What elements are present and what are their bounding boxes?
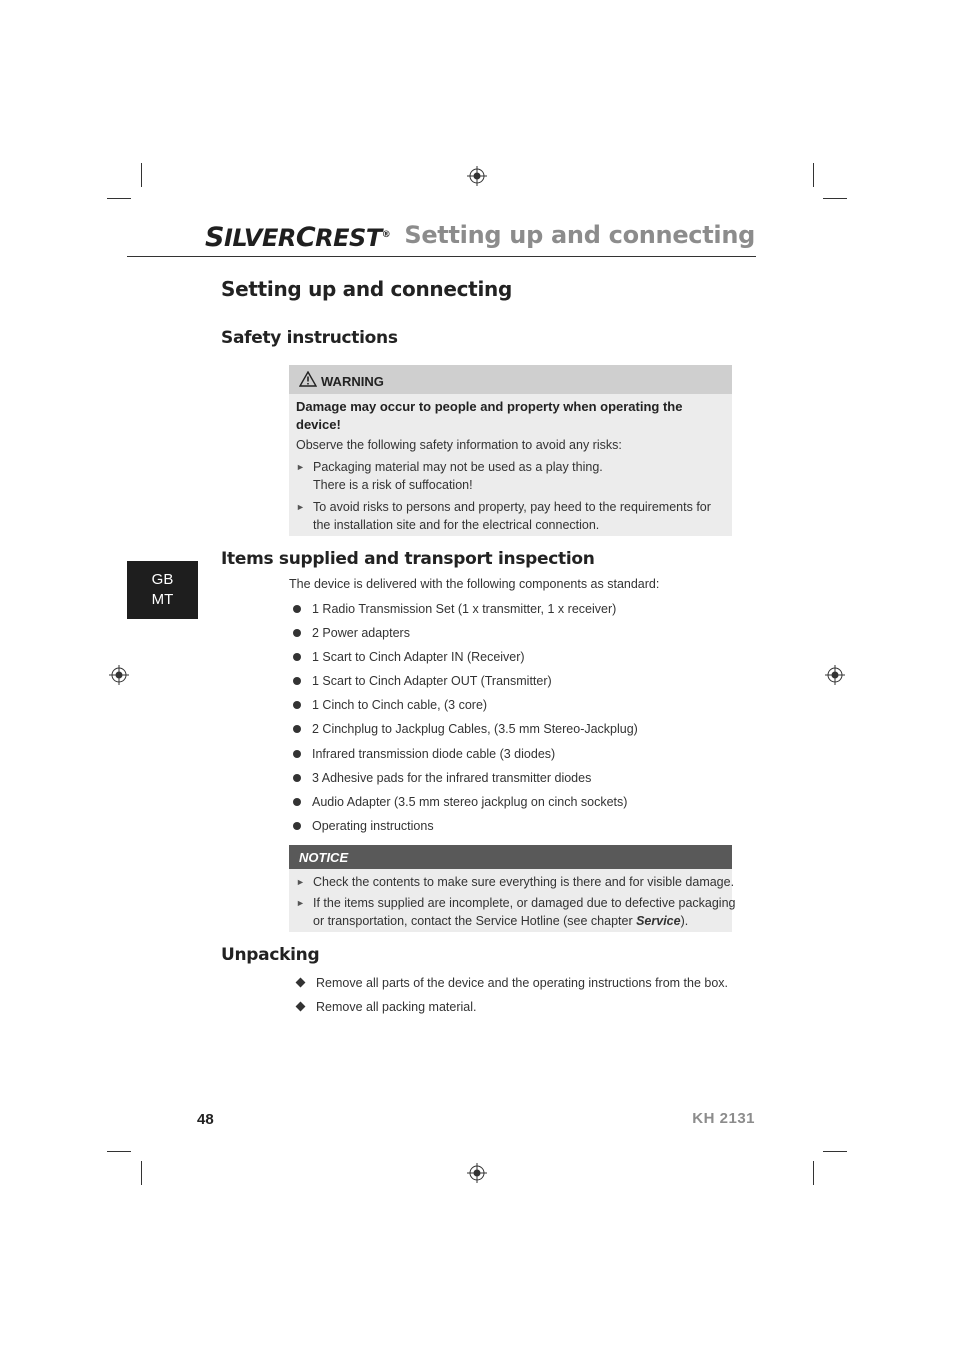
warning-box — [289, 365, 732, 536]
list-item-text: 2 Cinchplug to Jackplug Cables, (3.5 mm Stereo-Jackplug) — [312, 722, 638, 737]
bullet-icon — [293, 653, 301, 661]
list-item-text: Audio Adapter (3.5 mm stereo jackplug on cinch sockets) — [312, 794, 628, 809]
warning-header — [289, 365, 732, 394]
model-number: KH 2131 — [692, 1110, 755, 1127]
items-intro: The device is delivered with the following components as standard: — [289, 577, 660, 591]
notice-item-line: ). — [680, 913, 689, 928]
header-divider — [127, 256, 756, 257]
notice-item-text — [313, 895, 735, 930]
notice-item-text: Check the contents to make sure everything is there and for visible damage. — [313, 875, 735, 889]
brand-logo-part: REST — [315, 224, 382, 252]
warning-item — [296, 499, 726, 535]
crop-mark — [107, 198, 131, 199]
bullet-icon — [293, 822, 301, 830]
brand-logo-part: C — [295, 222, 316, 253]
warning-item-line: Packaging material may not be used as a play thing. — [313, 460, 603, 474]
bullet-icon — [293, 677, 301, 685]
list-item-text: Remove all parts of the device and the operating instructions from the box. — [316, 976, 729, 990]
warning-item-text — [313, 499, 711, 534]
bullet-icon — [293, 629, 301, 637]
items-supplied-heading: Items supplied and transport inspection — [221, 549, 595, 569]
warning-item-line: To avoid risks to persons and property, pay heed to the requirements for — [313, 500, 711, 514]
warning-item-line: the installation site and for the electrical connection. — [313, 517, 600, 532]
crop-mark — [141, 163, 142, 187]
arrow-icon: ► — [296, 462, 305, 472]
warning-item-line: There is a risk of suffocation! — [313, 477, 473, 492]
notice-item-line: If the items supplied are incomplete, or damaged due to defective packaging — [313, 896, 736, 910]
warning-text: Observe the following safety information to avoid any risks: — [296, 438, 622, 452]
brand-logo — [205, 222, 390, 253]
warning-strong-text: Damage may occur to people and property when operating the device! — [296, 399, 683, 432]
arrow-icon: ► — [296, 877, 305, 887]
bullet-icon — [293, 701, 301, 709]
registration-mark-icon — [109, 665, 129, 685]
registration-mark-icon — [467, 1163, 487, 1183]
registration-mark-icon — [825, 665, 845, 685]
crop-mark — [107, 1151, 131, 1152]
list-item-text: 1 Radio Transmission Set (1 x transmitter, 1 x receiver) — [312, 602, 617, 616]
warning-triangle-icon — [299, 371, 317, 387]
arrow-icon: ► — [296, 898, 305, 908]
notice-item — [296, 895, 736, 931]
notice-box — [289, 845, 736, 932]
brand-logo-part: ® — [381, 230, 391, 240]
service-chapter-reference: Service — [636, 913, 681, 928]
notice-label: NOTICE — [299, 850, 349, 865]
page-number: 48 — [197, 1111, 214, 1128]
warning-item — [296, 459, 726, 495]
notice-header — [289, 845, 732, 869]
crop-mark — [823, 198, 847, 199]
warning-item-text — [313, 459, 603, 494]
arrow-icon: ► — [296, 502, 305, 512]
safety-heading: Safety instructions — [221, 328, 398, 348]
page-title: Setting up and connecting — [221, 277, 512, 301]
crop-mark — [141, 1161, 142, 1185]
list-item-text: 1 Cinch to Cinch cable, (3 core) — [312, 698, 488, 713]
list-item-text: Operating instructions — [312, 818, 434, 833]
diamond-bullet-icon — [296, 978, 306, 988]
bullet-icon — [293, 798, 301, 806]
list-item-text: 2 Power adapters — [312, 626, 410, 641]
bullet-icon — [293, 750, 301, 758]
notice-item — [296, 874, 735, 892]
language-code: GB — [151, 571, 174, 588]
registration-mark-icon — [467, 166, 487, 186]
header-title: Setting up and connecting — [404, 221, 755, 249]
bullet-icon — [293, 725, 301, 733]
language-code: MT — [151, 591, 174, 608]
crop-mark — [823, 1151, 847, 1152]
crop-mark — [813, 163, 814, 187]
list-item-text: 1 Scart to Cinch Adapter IN (Receiver) — [312, 650, 525, 665]
crop-mark — [813, 1161, 814, 1185]
bullet-icon — [293, 605, 301, 613]
bullet-icon — [293, 774, 301, 782]
list-item-text: Infrared transmission diode cable (3 diodes) — [312, 746, 556, 761]
language-tab — [127, 561, 198, 619]
warning-label: WARNING — [321, 374, 384, 389]
list-item-text: Remove all packing material. — [316, 1000, 477, 1014]
notice-item-line: or transportation, contact the Service Hotline (see chapter — [313, 913, 637, 928]
unpacking-heading: Unpacking — [221, 945, 320, 965]
diamond-bullet-icon — [296, 1002, 306, 1012]
list-item-text: 3 Adhesive pads for the infrared transmitter diodes — [312, 770, 592, 785]
brand-logo-part: ILVER — [223, 224, 296, 252]
list-item-text: 1 Scart to Cinch Adapter OUT (Transmitter) — [312, 674, 552, 689]
brand-logo-part: S — [205, 222, 224, 253]
